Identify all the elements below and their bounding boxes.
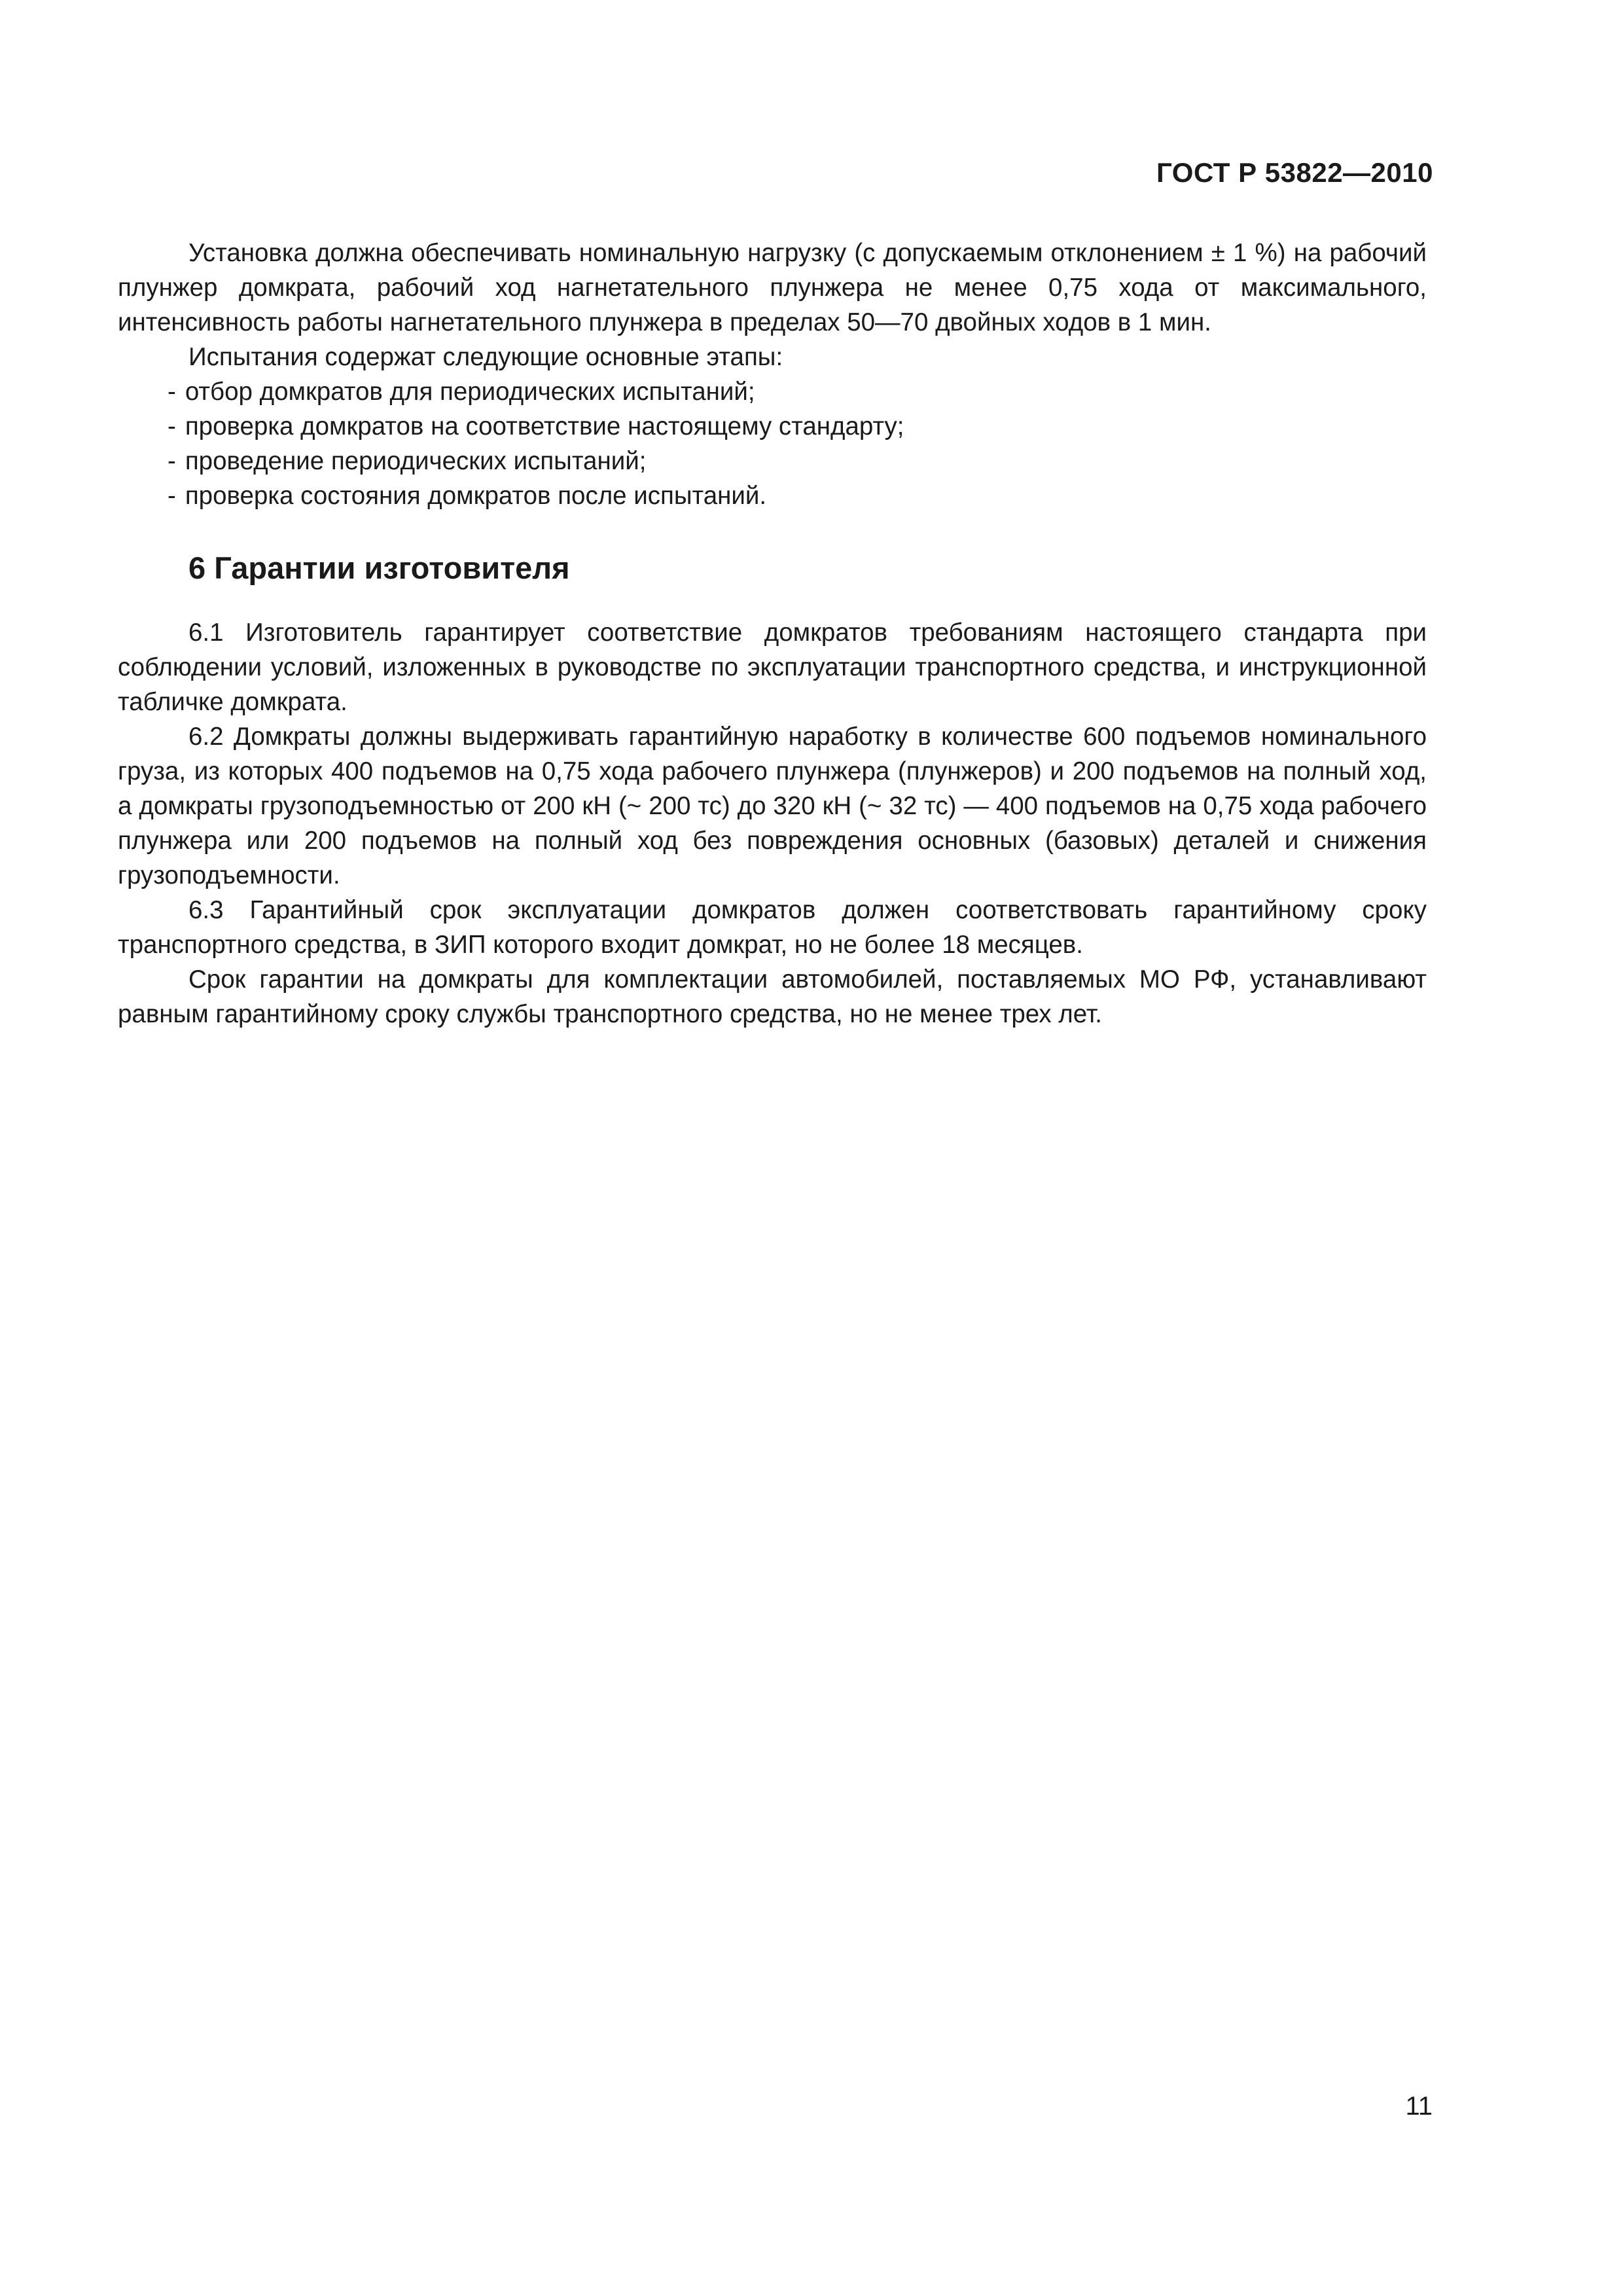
clause-6-3-continuation: Срок гарантии на домкраты для комплектации автомобилей, поставляемых МО РФ, устанавливают равным гарантийному сроку службы транспортного средства, но не менее трех лет. <box>118 965 1427 1028</box>
list-item-text: проверка домкратов на соответствие настоящему стандарту; <box>185 412 904 440</box>
dash-marker: - <box>168 482 176 510</box>
intro-paragraph-installation: Установка должна обеспечивать номинальную нагрузку (с допускаемым отклонением ± 1 %) на рабочий плунжер домкрата, рабочий ход нагнетательного плунжера не менее 0,75 хода от максимального, интенсивность работы нагнетательного плунжера в пределах 50—70 двойных ходов в 1 мин. <box>118 239 1427 336</box>
page-body <box>118 236 1427 1031</box>
list-item <box>118 478 1427 513</box>
list-item <box>118 409 1427 444</box>
section-heading: 6 Гарантии изготовителя <box>188 550 570 585</box>
page-number: 11 <box>1405 2092 1433 2121</box>
dash-marker: - <box>168 447 176 475</box>
test-stages-list <box>118 374 1427 513</box>
list-item <box>118 374 1427 409</box>
standard-code-header: ГОСТ Р 53822—2010 <box>1156 157 1433 188</box>
dash-marker: - <box>168 378 176 406</box>
intro-paragraph-stages: Испытания содержат следующие основные этапы: <box>188 343 783 371</box>
list-item-text: отбор домкратов для периодических испытаний; <box>185 378 755 406</box>
clause-6-3: 6.3 Гарантийный срок эксплуатации домкратов должен соответствовать гарантийному сроку транспортного средства, в ЗИП которого входит домкрат, но не более 18 месяцев. <box>118 896 1427 959</box>
list-item-text: проведение периодических испытаний; <box>185 447 647 475</box>
clause-6-2: 6.2 Домкраты должны выдерживать гарантийную наработку в количестве 600 подъемов номинального груза, из которых 400 подъемов на 0,75 хода рабочего плунжера (плунжеров) и 200 подъемов на полный ход, а домкраты грузоподъемностью от 200 кН (~ 200 тс) до 320 кН (~ 32 тс) — 400 подъемов на 0,75 хода рабочего плунжера или 200 подъемов на полный ход без повреждения основных (базовых) деталей и снижения грузоподъемности. <box>118 723 1427 889</box>
dash-marker: - <box>168 412 176 440</box>
clause-6-1: 6.1 Изготовитель гарантирует соответствие домкратов требованиям настоящего стандарта при соблюдении условий, изложенных в руководстве по эксплуатации транспортного средства, и инструкционной табличке домкрата. <box>118 619 1427 716</box>
list-item-text: проверка состояния домкратов после испытаний. <box>185 482 767 510</box>
list-item <box>118 444 1427 478</box>
